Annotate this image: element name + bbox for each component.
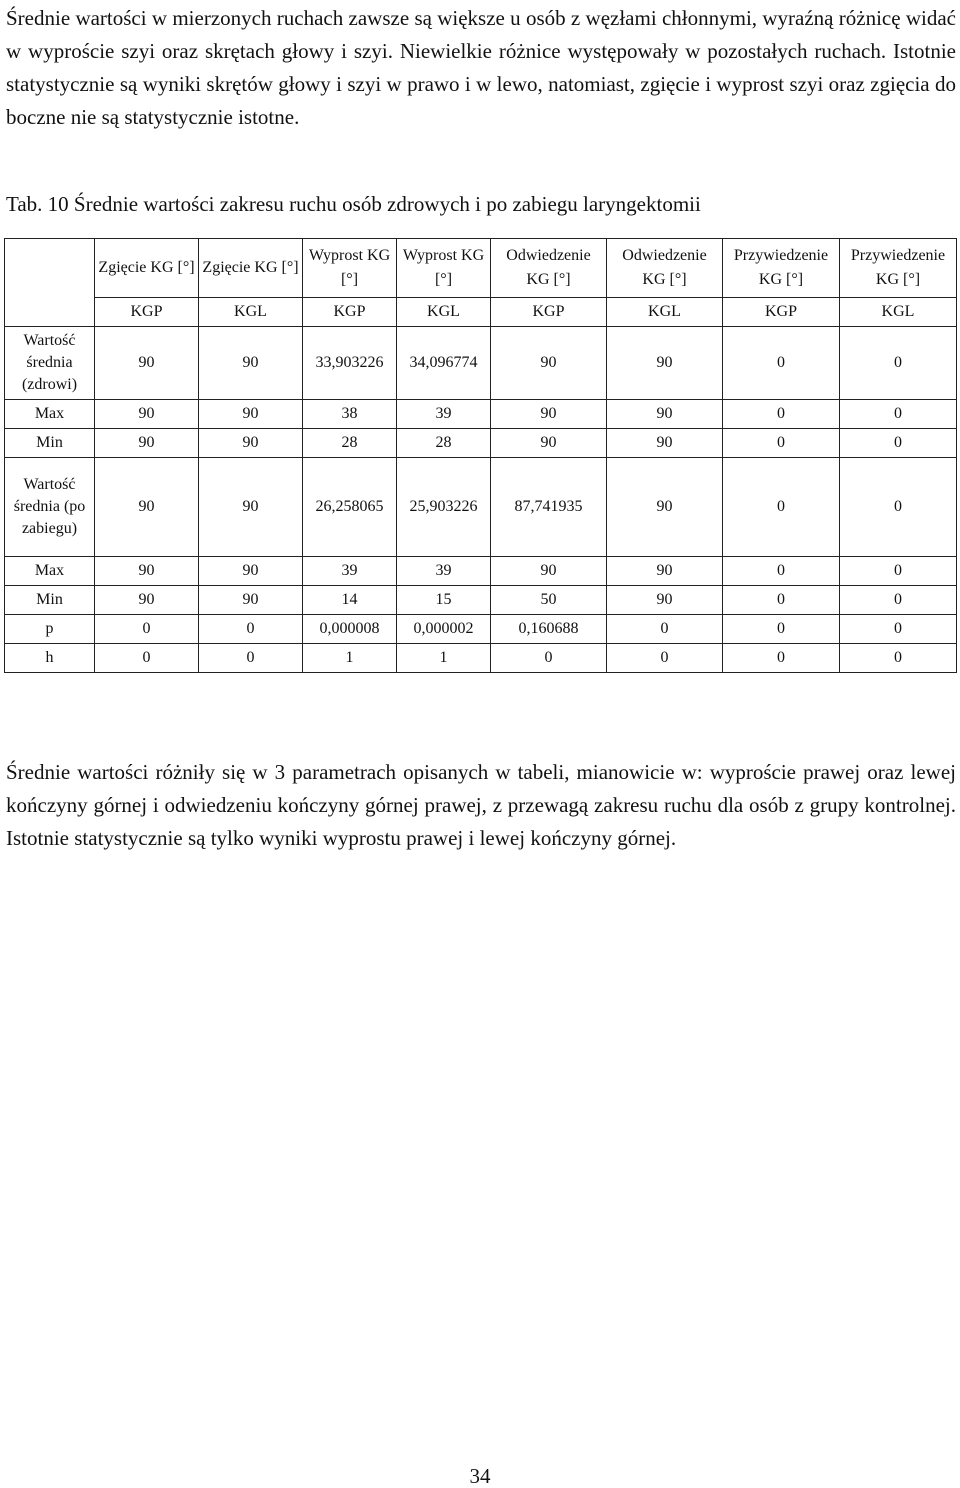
table-cell: 90 (95, 400, 199, 429)
table-cell: 0 (607, 644, 723, 673)
table-cell: 34,096774 (397, 327, 491, 400)
side-header: KGL (607, 298, 723, 327)
table-cell: 90 (95, 557, 199, 586)
side-header: KGP (723, 298, 840, 327)
column-header: Zgięcie KG [°] (95, 239, 199, 298)
table-cell: 90 (95, 429, 199, 458)
conclusion-paragraph: Średnie wartości różniły się w 3 parametrach opisanych w tabeli, mianowicie w: wyproście prawej oraz lewej kończyny górnej i odwiedzeniu kończyny górnej prawej, z przewagą zakresu ruchu dla osób z grupy kontrolnej. Istotnie statystycznie są tylko wyniki wyprostu prawej i lewej kończyny górnej. (6, 760, 956, 850)
table-cell: 28 (397, 429, 491, 458)
table-row (5, 557, 957, 586)
side-header: KGL (199, 298, 303, 327)
table-cell: 0 (840, 644, 957, 673)
row-label: Min (5, 586, 95, 615)
row-label: h (5, 644, 95, 673)
table-cell: 90 (199, 458, 303, 557)
table-row (5, 327, 957, 400)
table-cell: 0 (723, 586, 840, 615)
table-cell: 33,903226 (303, 327, 397, 400)
table-row (5, 458, 957, 557)
table-cell: 90 (199, 327, 303, 400)
table-cell: 0,160688 (491, 615, 607, 644)
side-header: KGP (491, 298, 607, 327)
table-cell: 90 (491, 400, 607, 429)
side-header: KGL (840, 298, 957, 327)
column-header: Przywiedzenie KG [°] (723, 239, 840, 298)
header-corner-cell (5, 239, 95, 327)
column-header: Wyprost KG [°] (397, 239, 491, 298)
table-cell: 90 (95, 327, 199, 400)
table-row (5, 586, 957, 615)
table-cell: 0,000008 (303, 615, 397, 644)
table-cell: 0 (723, 644, 840, 673)
table-cell: 90 (607, 327, 723, 400)
table-cell: 0 (840, 429, 957, 458)
table-cell: 39 (397, 557, 491, 586)
table-row (5, 644, 957, 673)
table-cell: 0 (723, 327, 840, 400)
table-cell: 0 (199, 615, 303, 644)
table-cell: 0 (840, 586, 957, 615)
side-header-row (5, 298, 957, 327)
table-cell: 14 (303, 586, 397, 615)
table-cell: 90 (199, 429, 303, 458)
table-cell: 90 (199, 557, 303, 586)
table-caption: Tab. 10 Średnie wartości zakresu ruchu osób zdrowych i po zabiegu laryngektomii (6, 192, 701, 216)
side-header: KGP (95, 298, 199, 327)
table-cell: 0 (723, 557, 840, 586)
table-cell: 90 (491, 327, 607, 400)
table-cell: 0 (723, 400, 840, 429)
table-cell: 15 (397, 586, 491, 615)
row-label: Max (5, 400, 95, 429)
table-cell: 90 (607, 586, 723, 615)
table-cell: 1 (397, 644, 491, 673)
column-header: Zgięcie KG [°] (199, 239, 303, 298)
row-label: Max (5, 557, 95, 586)
column-header: Wyprost KG [°] (303, 239, 397, 298)
table-cell: 0 (840, 458, 957, 557)
table-cell: 90 (607, 400, 723, 429)
column-header: Odwiedzenie KG [°] (491, 239, 607, 298)
table-cell: 90 (199, 400, 303, 429)
table-cell: 0 (723, 615, 840, 644)
side-header: KGL (397, 298, 491, 327)
table-row (5, 400, 957, 429)
intro-paragraph: Średnie wartości w mierzonych ruchach zawsze są większe u osób z węzłami chłonnymi, wyraźną różnicę widać w wyproście szyi oraz skrętach głowy i szyi. Niewielkie różnice występowały w pozostałych ruchach. Istotnie statystycznie są wyniki skrętów głowy i szyi w prawo i w lewo, natomiast, zgięcie i wyprost szyi oraz zgięcia do boczne nie są statystycznie istotne. (6, 6, 956, 129)
table-cell: 0 (199, 644, 303, 673)
row-label: Wartość średnia (po zabiegu) (5, 458, 95, 557)
header-row (5, 239, 957, 298)
table-cell: 0 (491, 644, 607, 673)
table-cell: 0 (840, 557, 957, 586)
table-cell: 0 (840, 400, 957, 429)
table-cell: 28 (303, 429, 397, 458)
column-header: Odwiedzenie KG [°] (607, 239, 723, 298)
table-cell: 0 (607, 615, 723, 644)
table-cell: 38 (303, 400, 397, 429)
table-cell: 87,741935 (491, 458, 607, 557)
side-header: KGP (303, 298, 397, 327)
table-cell: 90 (491, 557, 607, 586)
table-cell: 90 (95, 586, 199, 615)
table-row (5, 429, 957, 458)
table-cell: 25,903226 (397, 458, 491, 557)
range-of-motion-table (4, 238, 957, 673)
column-header: Przywiedzenie KG [°] (840, 239, 957, 298)
table-cell: 0 (840, 615, 957, 644)
table-cell: 0 (95, 615, 199, 644)
table-cell: 90 (607, 458, 723, 557)
table-cell: 90 (607, 557, 723, 586)
page-number: 34 (469, 1464, 491, 1488)
table-cell: 50 (491, 586, 607, 615)
row-label: Wartość średnia (zdrowi) (5, 327, 95, 400)
table-cell: 90 (607, 429, 723, 458)
table-cell: 90 (95, 458, 199, 557)
table-cell: 90 (199, 586, 303, 615)
table-cell: 0 (840, 327, 957, 400)
table-cell: 0 (723, 458, 840, 557)
table-cell: 0 (723, 429, 840, 458)
table-row (5, 615, 957, 644)
row-label: p (5, 615, 95, 644)
table-cell: 39 (303, 557, 397, 586)
row-label: Min (5, 429, 95, 458)
table-cell: 39 (397, 400, 491, 429)
table-cell: 0,000002 (397, 615, 491, 644)
table-cell: 90 (491, 429, 607, 458)
table-cell: 0 (95, 644, 199, 673)
table-cell: 1 (303, 644, 397, 673)
table-cell: 26,258065 (303, 458, 397, 557)
